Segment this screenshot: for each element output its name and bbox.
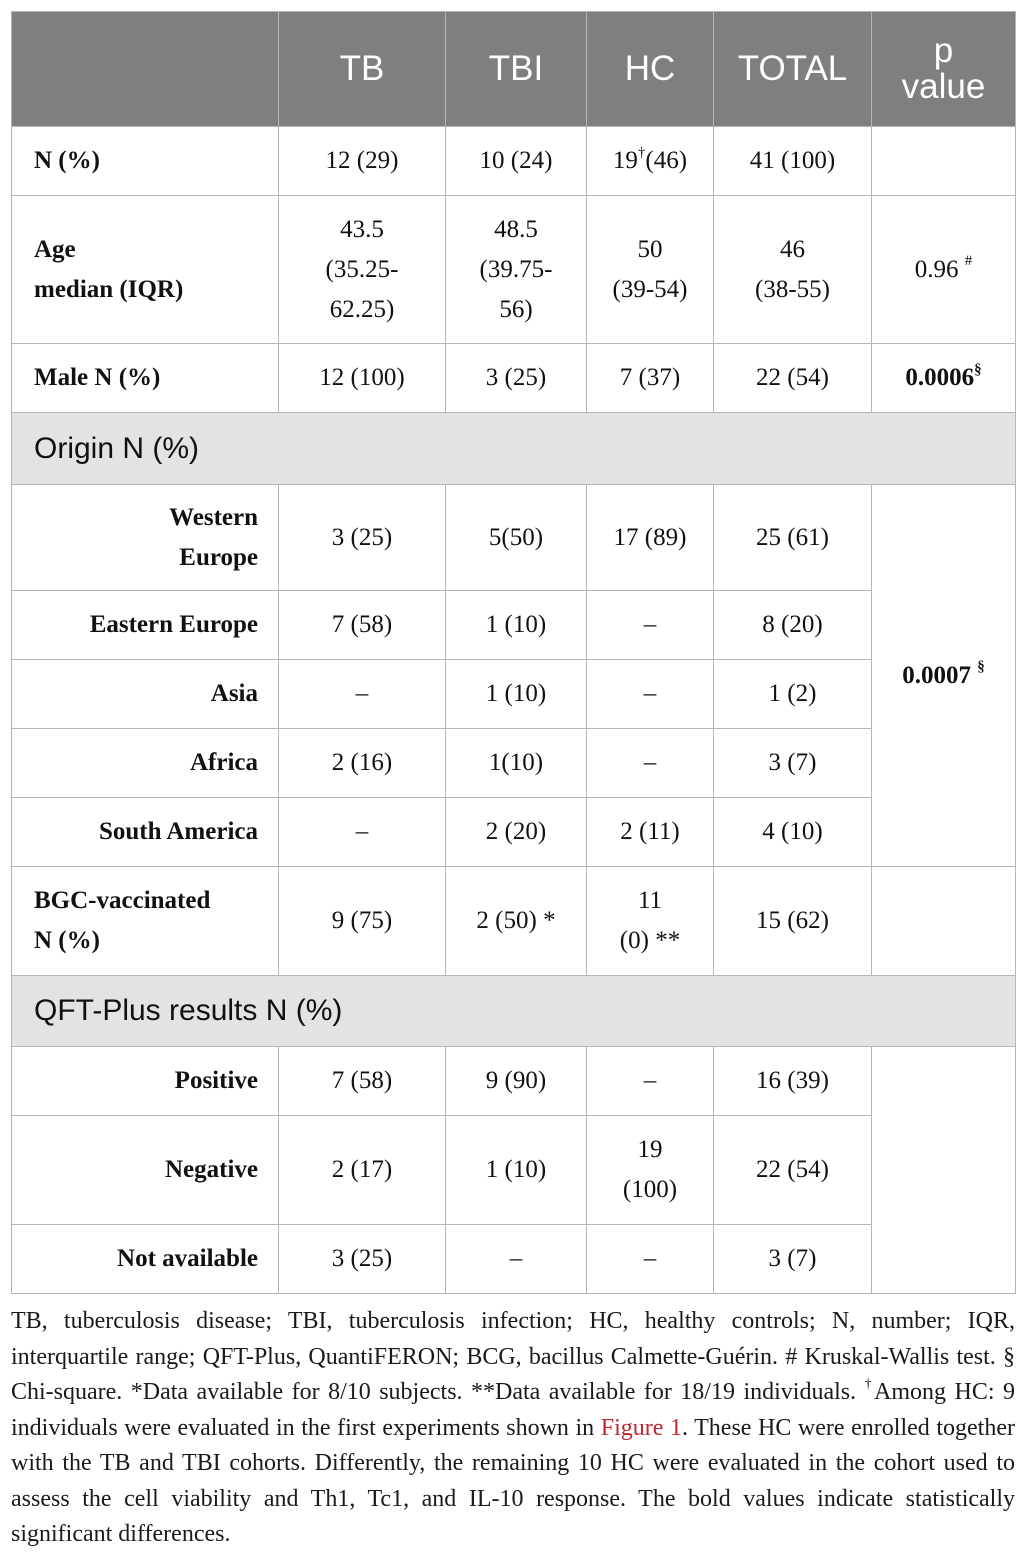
demographics-table (11, 11, 1016, 1294)
header-p-value (872, 12, 1016, 127)
cell-p (872, 867, 1016, 976)
cell-hc (587, 1116, 714, 1225)
cell-hc (587, 196, 714, 344)
header-row (12, 12, 1016, 127)
cell-hc: – (587, 1225, 714, 1294)
header-tb: TB (279, 12, 446, 127)
cell-tb (279, 196, 446, 344)
cell-hc-value: 19 (612, 147, 638, 174)
row-label-male: Male N (%) (12, 344, 279, 413)
table-row (12, 127, 1016, 196)
cell-hc (587, 867, 714, 976)
western-label-line1: Western (169, 503, 258, 531)
cell-total: 3 (7) (714, 1225, 872, 1294)
dagger-mark: † (864, 1377, 875, 1392)
age-total-line1: 46 (780, 235, 805, 263)
origin-p-value: 0.0007 (902, 661, 971, 689)
cell-p (872, 127, 1016, 196)
cell-tbi: 2 (20) (446, 798, 587, 867)
male-p-value: 0.0006 (905, 364, 975, 391)
cell-hc: 7 (37) (587, 344, 714, 413)
bcg-label-line2: N (%) (34, 927, 100, 954)
cell-total: 41 (100) (714, 127, 872, 196)
negative-hc-line2: (100) (622, 1176, 678, 1203)
cell-p (872, 344, 1016, 413)
section-title-origin: Origin N (%) (12, 413, 1016, 485)
table-row (12, 798, 1016, 867)
table-row (12, 1116, 1016, 1225)
cell-tbi: – (446, 1225, 587, 1294)
figure-1-link[interactable]: Figure 1 (600, 1414, 682, 1441)
age-label-line1: Age (34, 235, 76, 263)
negative-hc-line1: 19 (637, 1136, 663, 1163)
table-row (12, 1047, 1016, 1116)
age-tbi-line1: 48.5 (494, 215, 538, 243)
cell-hc: – (587, 1047, 714, 1116)
table-row (12, 196, 1016, 344)
row-label-not-available: Not available (12, 1225, 279, 1294)
cell-tbi: 3 (25) (446, 344, 587, 413)
table-footnote (11, 1304, 1015, 1553)
table-row (12, 729, 1016, 798)
section-row (12, 413, 1016, 485)
bcg-hc-line1: 11 (637, 887, 663, 914)
cell-tb: 9 (75) (279, 867, 446, 976)
table-row (12, 1225, 1016, 1294)
header-blank (12, 12, 279, 127)
header-p-line1: p (933, 31, 954, 70)
cell-tb: 7 (58) (279, 591, 446, 660)
cell-total: 4 (10) (714, 798, 872, 867)
row-label-age (12, 196, 279, 344)
cell-hc: 17 (89) (587, 485, 714, 591)
cell-total: 25 (61) (714, 485, 872, 591)
cell-total: 22 (54) (714, 344, 872, 413)
cell-tbi: 1(10) (446, 729, 587, 798)
header-p-line2: value (901, 67, 986, 106)
cell-hc: – (587, 729, 714, 798)
section-mark: § (977, 659, 985, 676)
section-mark: § (974, 361, 982, 378)
cell-p-qft (872, 1047, 1016, 1294)
cell-hc: 2 (11) (587, 798, 714, 867)
dagger-mark: † (637, 144, 646, 161)
cell-tbi: 1 (10) (446, 660, 587, 729)
cell-tb: 3 (25) (279, 485, 446, 591)
cell-p (872, 196, 1016, 344)
table-row (12, 344, 1016, 413)
age-tb-line2: (35.25- (325, 255, 399, 283)
header-tbi: TBI (446, 12, 587, 127)
cell-tb: – (279, 798, 446, 867)
table-row (12, 485, 1016, 591)
age-hc-line2: (39-54) (612, 275, 688, 303)
row-label-negative: Negative (12, 1116, 279, 1225)
header-total: TOTAL (714, 12, 872, 127)
row-label-n: N (%) (12, 127, 279, 196)
age-tbi-line2: (39.75- (479, 255, 553, 283)
row-label-western-europe (12, 485, 279, 591)
cell-tb: – (279, 660, 446, 729)
cell-hc: – (587, 660, 714, 729)
western-label-line2: Europe (179, 543, 258, 571)
row-label-africa: Africa (12, 729, 279, 798)
cell-hc (587, 127, 714, 196)
row-label-eastern-europe: Eastern Europe (12, 591, 279, 660)
bcg-hc-line2: (0) ** (619, 927, 681, 954)
cell-tbi: 10 (24) (446, 127, 587, 196)
age-total-line2: (38-55) (755, 275, 830, 303)
cell-tbi (446, 196, 587, 344)
footnote-text-1: TB, tuberculosis disease; TBI, tuberculosis infection; HC, healthy controls; N, number; IQR, interquartile range; QFT-Plus, QuantiFERON; BCG, bacillus Calmette-Guérin. # Kruskal-Wallis test. § Chi-square. *Data available for 8/10 subjects. **Data available for 18/19 individuals. (11, 1308, 1015, 1405)
row-label-bcg (12, 867, 279, 976)
cell-tb: 2 (17) (279, 1116, 446, 1225)
cell-tbi: 5(50) (446, 485, 587, 591)
age-tbi-line3: 56) (499, 295, 533, 323)
footnote-text-3: . These HC were enrolled together with the TB and TBI cohorts. Differently, the remaining 10 HC were evaluated in the cohort used to assess the cell viability and Th1, Tc1, and IL-10 response. The bold values indicate statistically significant differences. (11, 1414, 1015, 1547)
cell-tbi: 1 (10) (446, 591, 587, 660)
table-row (12, 867, 1016, 976)
row-label-asia: Asia (12, 660, 279, 729)
cell-tb: 3 (25) (279, 1225, 446, 1294)
cell-tb: 2 (16) (279, 729, 446, 798)
age-p-value: 0.96 (914, 255, 959, 283)
cell-total: 3 (7) (714, 729, 872, 798)
cell-tbi: 1 (10) (446, 1116, 587, 1225)
cell-total: 15 (62) (714, 867, 872, 976)
age-hc-line1: 50 (637, 235, 663, 263)
cell-tbi: 9 (90) (446, 1047, 587, 1116)
cell-total: 1 (2) (714, 660, 872, 729)
cell-p-origin (872, 485, 1016, 867)
table-row (12, 591, 1016, 660)
cell-hc-percent: (46) (645, 147, 688, 174)
age-tb-line3: 62.25) (329, 295, 395, 323)
section-title-qft: QFT-Plus results N (%) (12, 976, 1016, 1047)
age-tb-line1: 43.5 (340, 215, 384, 243)
header-hc: HC (587, 12, 714, 127)
cell-tb: 12 (100) (279, 344, 446, 413)
section-row (12, 976, 1016, 1047)
cell-tb: 12 (29) (279, 127, 446, 196)
hash-mark: # (964, 253, 973, 270)
age-label-line2: median (IQR) (34, 275, 184, 303)
cell-total: 8 (20) (714, 591, 872, 660)
cell-total: 22 (54) (714, 1116, 872, 1225)
row-label-positive: Positive (12, 1047, 279, 1116)
cell-tbi: 2 (50) * (446, 867, 587, 976)
cell-total: 16 (39) (714, 1047, 872, 1116)
footnote-text-2: Among HC: 9 individuals were evaluated in the first experiments shown in (11, 1379, 1015, 1441)
table-row (12, 660, 1016, 729)
cell-total (714, 196, 872, 344)
bcg-label-line1: BGC-vaccinated (34, 887, 211, 914)
table-container (11, 11, 1015, 1294)
row-label-south-america: South America (12, 798, 279, 867)
cell-hc: – (587, 591, 714, 660)
cell-tb: 7 (58) (279, 1047, 446, 1116)
